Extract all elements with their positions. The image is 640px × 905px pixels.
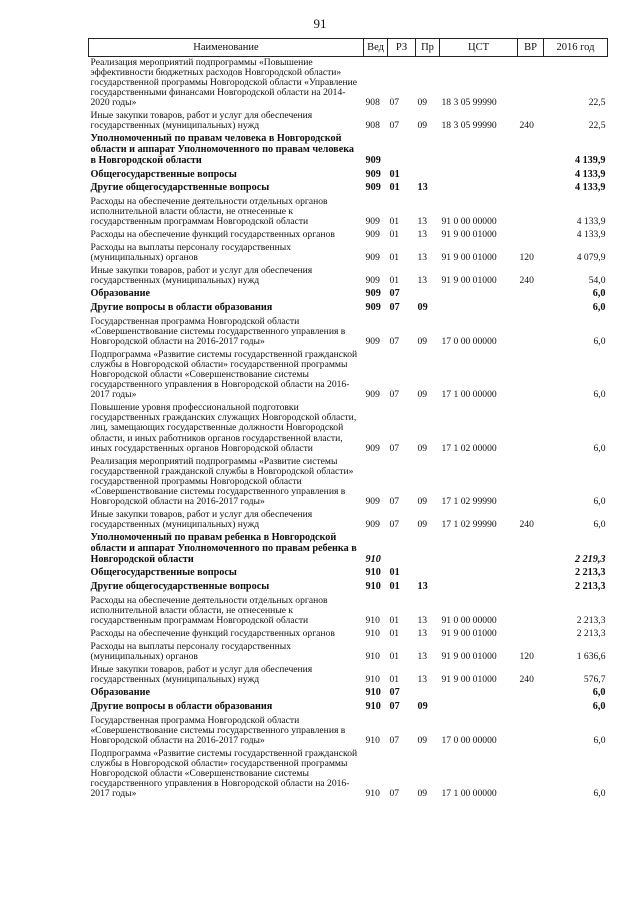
cell-vr — [518, 581, 544, 595]
cell-rz: 07 — [389, 519, 400, 531]
cell-vr — [518, 169, 544, 183]
cell-sum: 6,0 — [593, 495, 606, 507]
table-row — [89, 302, 608, 316]
cell-ved: 909 — [365, 168, 381, 180]
cell-cst — [440, 701, 518, 715]
cell-pr — [416, 288, 440, 302]
cell-name: Образование — [90, 687, 151, 699]
cell-pr: 09 — [417, 787, 428, 799]
cell-pr: 13 — [417, 650, 428, 662]
table-row — [89, 349, 608, 402]
cell-sum: 6,0 — [592, 687, 606, 699]
cell-ved: 910 — [365, 700, 381, 712]
cell-vr — [518, 402, 544, 455]
table-row — [89, 288, 608, 302]
cell-vr: 240 — [519, 275, 534, 287]
table-row — [89, 57, 608, 111]
cell-cst: 91 0 00 00000 — [441, 614, 497, 626]
table-row — [89, 701, 608, 715]
cell-vr — [518, 316, 544, 349]
cell-name: Другие общегосударственные вопросы — [90, 182, 270, 194]
cell-ved: 909 — [365, 216, 380, 228]
table-row — [89, 196, 608, 229]
cell-rz: 01 — [389, 674, 400, 686]
cell-cst — [440, 581, 518, 595]
table-header-row — [89, 39, 608, 57]
cell-name: Государственная программа Новгородской области «Совершенствование системы государственного управления в Новгородской области на 2016-2017 годы» — [90, 714, 346, 746]
cell-vr — [518, 57, 544, 111]
table-row — [89, 748, 608, 801]
cell-cst — [440, 169, 518, 183]
cell-ved: 910 — [365, 650, 380, 662]
cell-sum: 576,7 — [583, 674, 606, 686]
cell-name: Подпрограмма «Развитие системы государственной гражданской службы в Новгородской области» государственной программы Новгородской области «Совершенствование системы государственного управления в Новгородской области на 2016-2017 годы» — [90, 349, 358, 401]
table-row — [89, 265, 608, 288]
cell-rz: 07 — [389, 302, 400, 314]
cell-pr: 13 — [417, 275, 428, 287]
cell-vr — [518, 288, 544, 302]
header-cst: ЦСТ — [440, 39, 518, 57]
cell-rz: 01 — [389, 182, 400, 194]
cell-sum: 6,0 — [593, 442, 606, 454]
cell-ved: 909 — [365, 495, 380, 507]
cell-ved: 908 — [365, 120, 380, 132]
cell-pr: 13 — [417, 252, 428, 264]
cell-vr — [518, 133, 544, 168]
table-row — [89, 402, 608, 455]
cell-cst — [440, 687, 518, 701]
cell-vr — [518, 687, 544, 701]
cell-ved: 910 — [365, 614, 380, 626]
cell-rz: 07 — [389, 442, 400, 454]
cell-name: Расходы на обеспечение деятельности отдельных органов исполнительной власти области, не отнесенные к государственным программам Новгородской области — [90, 195, 328, 228]
cell-vr — [518, 715, 544, 748]
cell-name: Расходы на обеспечение деятельности отдельных органов исполнительной власти области, не отнесенные к государственным программам Новгородской области — [90, 594, 328, 626]
table-body — [89, 57, 608, 802]
table-row — [89, 316, 608, 349]
cell-vr: 120 — [519, 252, 534, 264]
cell-rz: 07 — [389, 700, 400, 712]
cell-sum: 4 079,9 — [576, 252, 606, 264]
cell-pr: 09 — [417, 495, 428, 507]
cell-sum: 6,0 — [593, 787, 606, 799]
cell-name: Другие общегосударственные вопросы — [90, 580, 270, 592]
table-row — [89, 456, 608, 509]
cell-sum: 4 133,9 — [574, 168, 606, 180]
cell-rz: 01 — [389, 229, 400, 241]
cell-rz: 01 — [389, 614, 400, 626]
cell-ved: 909 — [365, 335, 380, 347]
cell-name: Иные закупки товаров, работ и услуг для обеспечения государственных (муниципальных) нужд — [90, 110, 313, 132]
cell-rz: 01 — [389, 567, 400, 579]
cell-sum: 22,5 — [588, 97, 606, 109]
table-row — [89, 664, 608, 687]
cell-pr: 13 — [417, 674, 428, 686]
cell-pr: 13 — [417, 627, 428, 639]
cell-rz: 07 — [389, 288, 400, 300]
header-name: Наименование — [89, 39, 364, 57]
cell-sum: 2 213,3 — [576, 627, 606, 639]
cell-pr: 09 — [417, 120, 428, 132]
cell-name: Реализация мероприятий подпрограммы «Повышение эффективности бюджетных расходов Новгородской области» государственной программы Новгородской области «Управление государственными финансами Новгородской области на 2014-2020 годы» — [90, 57, 358, 109]
cell-name: Образование — [90, 288, 151, 300]
table-row — [89, 242, 608, 265]
budget-table — [88, 38, 608, 801]
cell-sum: 2 213,3 — [574, 580, 606, 592]
cell-ved: 909 — [365, 154, 381, 166]
cell-sum: 6,0 — [593, 734, 606, 746]
cell-vr — [518, 302, 544, 316]
cell-ved: 909 — [365, 389, 380, 401]
cell-rz: 01 — [389, 216, 400, 228]
cell-ved: 910 — [365, 567, 381, 579]
table-row — [89, 110, 608, 133]
cell-pr: 13 — [417, 580, 428, 592]
cell-vr — [518, 456, 544, 509]
cell-rz: 07 — [389, 734, 400, 746]
cell-pr: 09 — [417, 302, 428, 314]
table-row — [89, 509, 608, 532]
cell-name: Реализация мероприятий подпрограммы «Развитие системы государственной гражданской службы в Новгородской области» государственной программы Новгородской области «Совершенствование системы государственного управления в Новгородской области на 2016-2017 годы» — [90, 455, 354, 507]
cell-name: Иные закупки товаров, работ и услуг для обеспечения государственных (муниципальных) нужд — [90, 265, 313, 287]
cell-ved: 910 — [365, 627, 380, 639]
cell-rz: 01 — [389, 275, 400, 287]
cell-rz — [388, 133, 416, 168]
cell-rz: 07 — [389, 97, 400, 109]
cell-name: Расходы на выплаты персоналу государственных (муниципальных) органов — [90, 640, 292, 662]
cell-cst: 91 9 00 01000 — [441, 275, 497, 287]
cell-rz — [388, 532, 416, 567]
cell-ved: 909 — [365, 519, 380, 531]
cell-rz: 01 — [389, 627, 400, 639]
table-row — [89, 133, 608, 168]
cell-cst: 91 9 00 01000 — [441, 674, 497, 686]
cell-vr: 120 — [519, 650, 534, 662]
cell-sum: 2 213,3 — [576, 614, 606, 626]
cell-vr — [518, 628, 544, 641]
cell-ved: 910 — [365, 787, 380, 799]
cell-ved: 910 — [365, 687, 381, 699]
cell-name: Общегосударственные вопросы — [90, 168, 237, 180]
cell-ved: 910 — [365, 674, 380, 686]
cell-vr — [518, 182, 544, 196]
table-row — [89, 169, 608, 183]
cell-name: Другие вопросы в области образования — [90, 700, 273, 712]
table-row — [89, 182, 608, 196]
cell-ved: 909 — [365, 252, 380, 264]
cell-ved: 909 — [365, 182, 381, 194]
cell-vr — [518, 229, 544, 242]
cell-name: Государственная программа Новгородской области «Совершенствование системы государственного управления в Новгородской области на 2016-2017 годы» — [90, 315, 346, 347]
cell-sum: 4 133,9 — [576, 216, 606, 228]
cell-vr: 240 — [519, 519, 534, 531]
cell-cst — [440, 302, 518, 316]
cell-pr — [416, 169, 440, 183]
cell-name: Уполномоченный по правам человека в Новгородской области и аппарат Уполномоченного по правам человека в Новгородской области — [90, 133, 355, 166]
cell-pr: 09 — [417, 389, 428, 401]
cell-cst — [440, 182, 518, 196]
cell-sum: 6,0 — [592, 700, 606, 712]
cell-name: Другие вопросы в области образования — [90, 302, 273, 314]
cell-cst: 18 3 05 99990 — [441, 120, 497, 132]
cell-name: Повышение уровня профессиональной подготовки государственных гражданских служащих Новгородской области, лиц, замещающих государственные должности Новгородской области, и иных работников органов государственной власти, иных государственных органов Новгородской области — [90, 402, 357, 454]
cell-pr: 13 — [417, 229, 428, 241]
cell-pr: 09 — [417, 519, 428, 531]
cell-pr — [416, 567, 440, 581]
cell-rz: 01 — [389, 580, 400, 592]
cell-rz: 07 — [389, 389, 400, 401]
cell-pr: 09 — [417, 700, 428, 712]
cell-sum: 2 213,3 — [574, 567, 606, 579]
table-row — [89, 567, 608, 581]
cell-cst: 17 1 00 00000 — [441, 787, 497, 799]
cell-pr — [416, 687, 440, 701]
cell-cst: 17 1 00 00000 — [441, 389, 497, 401]
cell-vr — [518, 196, 544, 229]
cell-ved: 909 — [365, 229, 380, 241]
cell-cst: 17 0 00 00000 — [441, 335, 497, 347]
cell-vr — [518, 595, 544, 628]
cell-rz: 01 — [389, 168, 400, 180]
cell-cst: 17 1 02 00000 — [441, 442, 497, 454]
cell-cst: 91 9 00 01000 — [441, 252, 497, 264]
cell-sum: 6,0 — [593, 335, 606, 347]
table-row — [89, 715, 608, 748]
cell-sum: 6,0 — [593, 389, 606, 401]
cell-sum: 2 219,3 — [574, 553, 606, 565]
cell-pr: 09 — [417, 442, 428, 454]
header-ved: Вед — [364, 39, 388, 57]
cell-rz: 07 — [389, 495, 400, 507]
cell-ved: 909 — [365, 442, 380, 454]
cell-name: Общегосударственные вопросы — [90, 567, 237, 579]
cell-name: Иные закупки товаров, работ и услуг для обеспечения государственных (муниципальных) нужд — [90, 664, 313, 686]
cell-name: Иные закупки товаров, работ и услуг для обеспечения государственных (муниципальных) нужд — [90, 508, 313, 531]
table-row — [89, 229, 608, 242]
cell-pr: 13 — [417, 182, 428, 194]
page-number: 91 — [313, 16, 327, 31]
cell-cst: 18 3 05 99990 — [441, 97, 497, 109]
cell-sum: 22,5 — [588, 120, 606, 132]
cell-pr — [416, 133, 440, 168]
header-vr: ВР — [518, 39, 544, 57]
cell-rz: 07 — [389, 787, 400, 799]
cell-vr — [518, 567, 544, 581]
table-row — [89, 595, 608, 628]
cell-sum: 6,0 — [593, 519, 606, 531]
header-pr: Пр — [416, 39, 440, 57]
cell-vr — [518, 748, 544, 801]
cell-vr: 240 — [519, 120, 534, 132]
cell-rz: 07 — [389, 687, 400, 699]
cell-vr — [518, 349, 544, 402]
cell-ved: 910 — [365, 553, 381, 565]
header-rz: РЗ — [388, 39, 416, 57]
cell-name: Уполномоченный по правам ребенка в Новгородской области и аппарат Уполномоченного по правам ребенка в Новгородской области — [90, 532, 357, 565]
cell-name: Подпрограмма «Развитие системы государственной гражданской службы в Новгородской области» государственной программы Новгородской области «Совершенствование системы государственного управления в Новгородской области на 2016-2017 годы» — [90, 747, 358, 799]
cell-name: Расходы на обеспечение функций государственных органов — [90, 229, 335, 241]
cell-vr: 240 — [519, 674, 534, 686]
cell-pr: 09 — [417, 734, 428, 746]
cell-pr — [416, 532, 440, 567]
cell-cst: 91 0 00 00000 — [441, 216, 497, 228]
cell-cst — [440, 288, 518, 302]
cell-cst — [440, 567, 518, 581]
table-row — [89, 687, 608, 701]
cell-sum: 6,0 — [592, 288, 606, 300]
cell-sum: 4 133,9 — [574, 182, 606, 194]
cell-cst: 91 9 00 01000 — [441, 229, 497, 241]
cell-rz: 01 — [389, 252, 400, 264]
table-row — [89, 581, 608, 595]
cell-vr — [518, 532, 544, 567]
cell-rz: 07 — [389, 335, 400, 347]
cell-vr — [518, 701, 544, 715]
cell-ved: 910 — [365, 580, 381, 592]
cell-ved: 909 — [365, 288, 381, 300]
cell-name: Расходы на выплаты персоналу государственных (муниципальных) органов — [90, 242, 292, 264]
cell-pr: 13 — [417, 216, 428, 228]
cell-rz: 07 — [389, 120, 400, 132]
cell-pr: 09 — [417, 335, 428, 347]
cell-cst: 91 9 00 01000 — [441, 650, 497, 662]
header-year: 2016 год — [544, 39, 608, 57]
cell-ved: 909 — [365, 275, 380, 287]
table-row — [89, 532, 608, 567]
cell-cst: 17 0 00 00000 — [441, 734, 497, 746]
cell-cst: 91 9 00 01000 — [441, 627, 497, 639]
cell-ved: 908 — [365, 97, 380, 109]
cell-pr: 13 — [417, 614, 428, 626]
cell-sum: 4 133,9 — [576, 229, 606, 241]
cell-sum: 6,0 — [592, 302, 606, 314]
cell-cst — [440, 133, 518, 168]
table-row — [89, 641, 608, 664]
cell-cst: 17 1 02 99990 — [441, 519, 497, 531]
cell-rz: 01 — [389, 650, 400, 662]
cell-sum: 54,0 — [588, 275, 606, 287]
cell-ved: 909 — [365, 302, 381, 314]
cell-ved: 910 — [365, 734, 380, 746]
cell-name: Расходы на обеспечение функций государственных органов — [90, 627, 335, 639]
cell-pr: 09 — [417, 97, 428, 109]
table-row — [89, 628, 608, 641]
cell-sum: 1 636,6 — [576, 650, 606, 662]
cell-sum: 4 139,9 — [574, 154, 606, 166]
cell-cst: 17 1 02 99990 — [441, 495, 497, 507]
cell-cst — [440, 532, 518, 567]
